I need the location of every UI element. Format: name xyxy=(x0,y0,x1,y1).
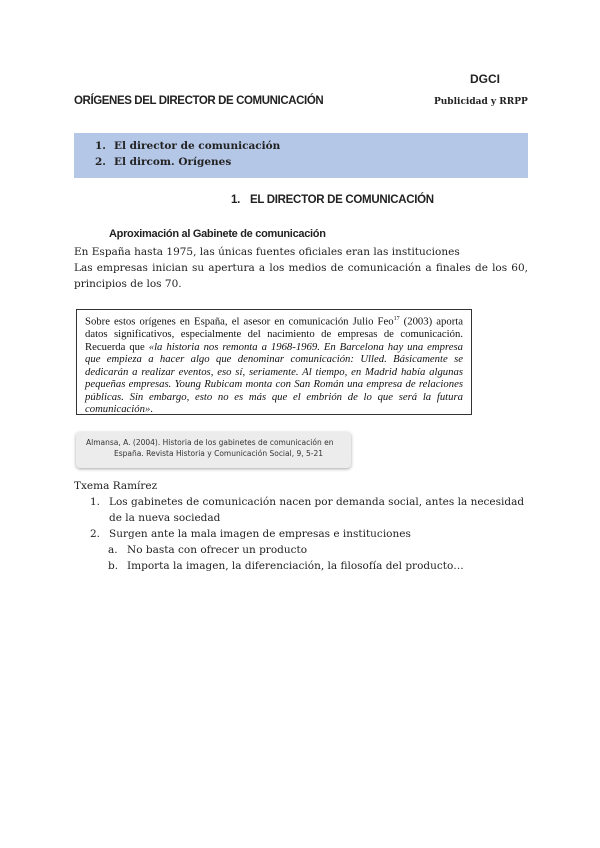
subsection-heading: Aproximación al Gabinete de comunicación xyxy=(109,228,326,240)
author-name: Txema Ramírez xyxy=(74,480,158,492)
quote-image: Sobre estos orígenes en España, el asesor en comunicación Julio Feo$^{17}$ (2003) aporta datos significativos, especialmente del nacimiento de empresas de comunicación. Recuerda que «la historia nos remonta a 1968-1969. En Barcelona hay una empresa que empieza a hacer algo que denominar comunicación: Ulled. Básicamente se dedicarán a realizar eventos, eso sí, seriamente. Al tiempo, en Madrid había algunas pequeñas empresas. Young Rubicam monta con San Román una empresa de relaciones públicas. Sin embargo, esto no es más que el embrión de lo que será la futura comunicación». xyxy=(76,309,472,415)
section-heading: 1. EL DIRECTOR DE COMUNICACIÓN xyxy=(231,194,434,206)
toc-item: 2. El dircom. Orígenes xyxy=(95,156,232,168)
paragraph: En España hasta 1975, las únicas fuentes oficiales eran las instituciones xyxy=(74,246,460,258)
list-item: b. Importa la imagen, la diferenciación, la filosofía del producto… xyxy=(108,560,464,572)
document-title: ORÍGENES DEL DIRECTOR DE COMUNICACIÓN xyxy=(74,95,324,107)
list-item: a. No basta con ofrecer un producto xyxy=(108,544,308,556)
list-item: 2. Surgen ante la mala imagen de empresas e instituciones xyxy=(90,528,411,540)
org-label: DGCI xyxy=(470,72,500,86)
citation-caption: Almansa, A. (2004). Historia de los gabinetes de comunicación en España. Revista Historia y Comunicación Social, 9, 5-21 xyxy=(76,432,351,468)
document-subtitle: Publicidad y RRPP xyxy=(434,97,528,107)
numbered-list xyxy=(90,494,530,574)
list-item: 1. Los gabinetes de comunicación nacen por demanda social, antes la necesidad de la nueva sociedad xyxy=(90,496,525,524)
toc-item: 1. El director de comunicación xyxy=(95,140,281,152)
table-of-contents xyxy=(74,133,528,178)
paragraph: Las empresas inician su apertura a los medios de comunicación a finales de los 60, principios de los 70. xyxy=(74,262,528,290)
sub-list xyxy=(90,542,530,574)
